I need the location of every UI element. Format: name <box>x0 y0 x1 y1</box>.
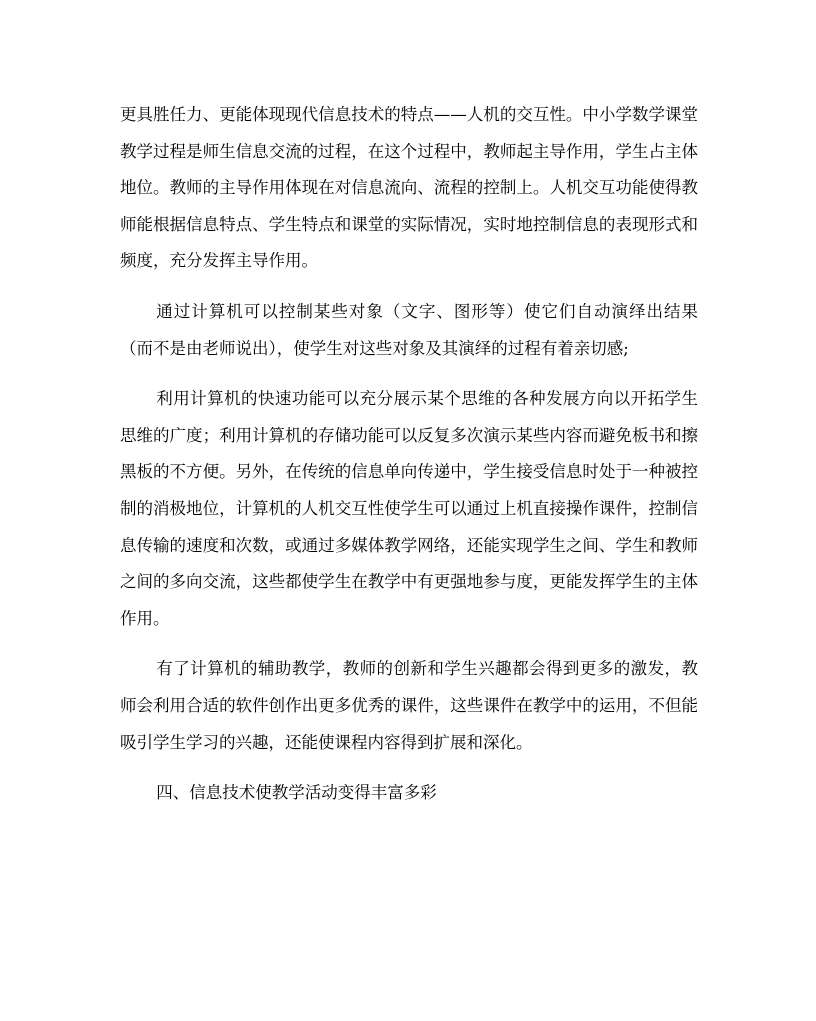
paragraph-continuation: 更具胜任力、更能体现现代信息技术的特点——人机的交互性。中小学数学课堂教学过程是师生信息交流的过程，在这个过程中，教师起主导作用，学生占主体地位。教师的主导作用体现在对信息流向、流程的控制上。人机交互功能使得教师能根据信息特点、学生特点和课堂的实际情况，实时地控制信息的表现形式和频度，充分发挥主导作用。 <box>120 105 698 271</box>
paragraph-computer-control: 通过计算机可以控制某些对象（文字、图形等）使它们自动演绎出结果（而不是由老师说出），使学生对这些对象及其演绎的过程有着亲切感; <box>120 301 698 358</box>
paragraph-innovation: 有了计算机的辅助教学，教师的创新和学生兴趣都会得到更多的激发，教师会利用合适的软件创作出更多优秀的课件，这些课件在教学中的运用，不但能吸引学生学习的兴趣，还能使课程内容得到扩展和深化。 <box>120 659 698 752</box>
document-body <box>120 97 698 812</box>
paragraph-computer-speed-storage: 利用计算机的快速功能可以充分展示某个思维的各种发展方向以开拓学生思维的广度；利用计算机的存储功能可以反复多次演示某些内容而避免板书和擦黑板的不方便。另外，在传统的信息单向传递中，学生接受信息时处于一种被控制的消极地位，计算机的人机交互性使学生可以通过上机直接操作课件，控制信息传输的速度和次数，或通过多媒体教学网络，还能实现学生之间、学生和教师之间的多向交流，这些都使学生在教学中有更强地参与度，更能发挥学生的主体作用。 <box>120 389 698 628</box>
section-heading: 四、信息技术使教学活动变得丰富多彩 <box>156 783 437 803</box>
